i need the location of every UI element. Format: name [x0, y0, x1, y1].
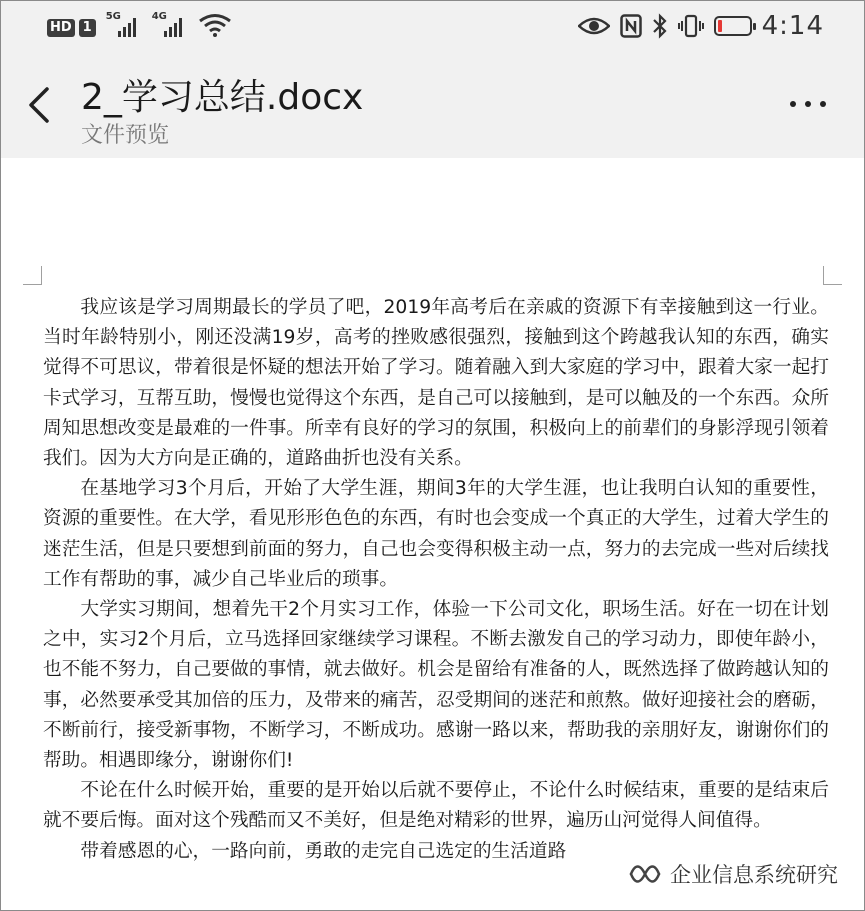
file-title: 2_学习总结.docx [81, 77, 364, 118]
paragraph: 在基地学习3个月后，开始了大学生涯，期间3年的大学生涯，也让我明白认知的重要性，资源的重要性。在大学，看见形形色色的东西，有时也会变成一个真正的大学生，过着大学生的迷茫生活，但是只要想到前面的努力，自己也会变得积极主动一点，努力的去完成一些对后续找工作有帮助的事，减少自己毕业后的琐事。 [43, 478, 829, 590]
more-dot [790, 101, 796, 107]
document-preview[interactable] [1, 158, 864, 909]
network-gen-1: 5G [105, 11, 121, 22]
vibrate-icon [678, 14, 704, 38]
back-arrow-icon[interactable] [25, 85, 55, 125]
battery-level [718, 20, 722, 32]
status-bar [1, 1, 864, 55]
status-left [47, 13, 232, 37]
paragraph: 不论在什么时候开始，重要的是开始以后就不要停止，不论什么时候结束，重要的是结束后就不要后悔。面对这个残酷而又不美好，但是绝对精彩的世界，遍历山河觉得人间值得。 [43, 780, 829, 832]
status-right [578, 11, 824, 41]
margin-corner-mark [823, 266, 842, 285]
wifi-icon [198, 13, 232, 37]
paragraph: 带着感恩的心，一路向前，勇敢的走完自己选定的生活道路 [80, 840, 567, 862]
sim-badge: 1 [79, 19, 96, 37]
more-dot [820, 101, 826, 107]
wechat-channel-icon [628, 861, 662, 887]
document-body [43, 293, 829, 867]
watermark-text: 企业信息系统研究 [670, 863, 838, 887]
app-header [1, 55, 864, 158]
clock: 4:14 [761, 11, 824, 41]
battery-icon [714, 16, 752, 36]
nfc-icon [620, 14, 642, 38]
cell-signal-1-icon [106, 13, 142, 37]
file-subtitle: 文件预览 [81, 123, 170, 148]
watermark [628, 859, 838, 889]
paragraph: 我应该是学习周期最长的学员了吧，2019年高考后在亲戚的资源下有幸接触到这一行业。当时年龄特别小，刚还没满19岁，高考的挫败感很强烈，接触到这个跨越我认知的东西，确实觉得不可思议，带着很是怀疑的想法开始了学习。随着融入到大家庭的学习中，跟着大家一起打卡式学习，互帮互助，慢慢也觉得这个东西，是自己可以接触到，是可以触及的一个东西。众所周知思想改变是最难的一件事。所幸有良好的学习的氛围，积极向上的前辈们的身影浮现引领着我们。因为大方向是正确的，道路曲折也没有关系。 [43, 297, 829, 470]
more-options-icon[interactable] [790, 101, 826, 107]
eye-icon [578, 16, 610, 36]
cell-signal-2-icon [152, 13, 188, 37]
margin-corner-mark [23, 266, 42, 285]
bluetooth-icon [652, 13, 668, 39]
network-gen-2: 4G [151, 11, 167, 22]
more-dot [805, 101, 811, 107]
paragraph: 大学实习期间，想着先干2个月实习工作，体验一下公司文化，职场生活。好在一切在计划之中，实习2个月后，立马选择回家继续学习课程。不断去激发自己的学习动力，即使年龄小，也不能不努力，自己要做的事情，就去做好。机会是留给有准备的人，既然选择了做跨越认知的事，必然要承受其加倍的压力，及带来的痛苦，忍受期间的迷茫和煎熬。做好迎接社会的磨砺，不断前行，接受新事物，不断学习，不断成功。感谢一路以来，帮助我的亲朋好友，谢谢你们的帮助。相遇即缘分，谢谢你们! [43, 599, 829, 772]
hd-badge: HD [47, 19, 75, 37]
